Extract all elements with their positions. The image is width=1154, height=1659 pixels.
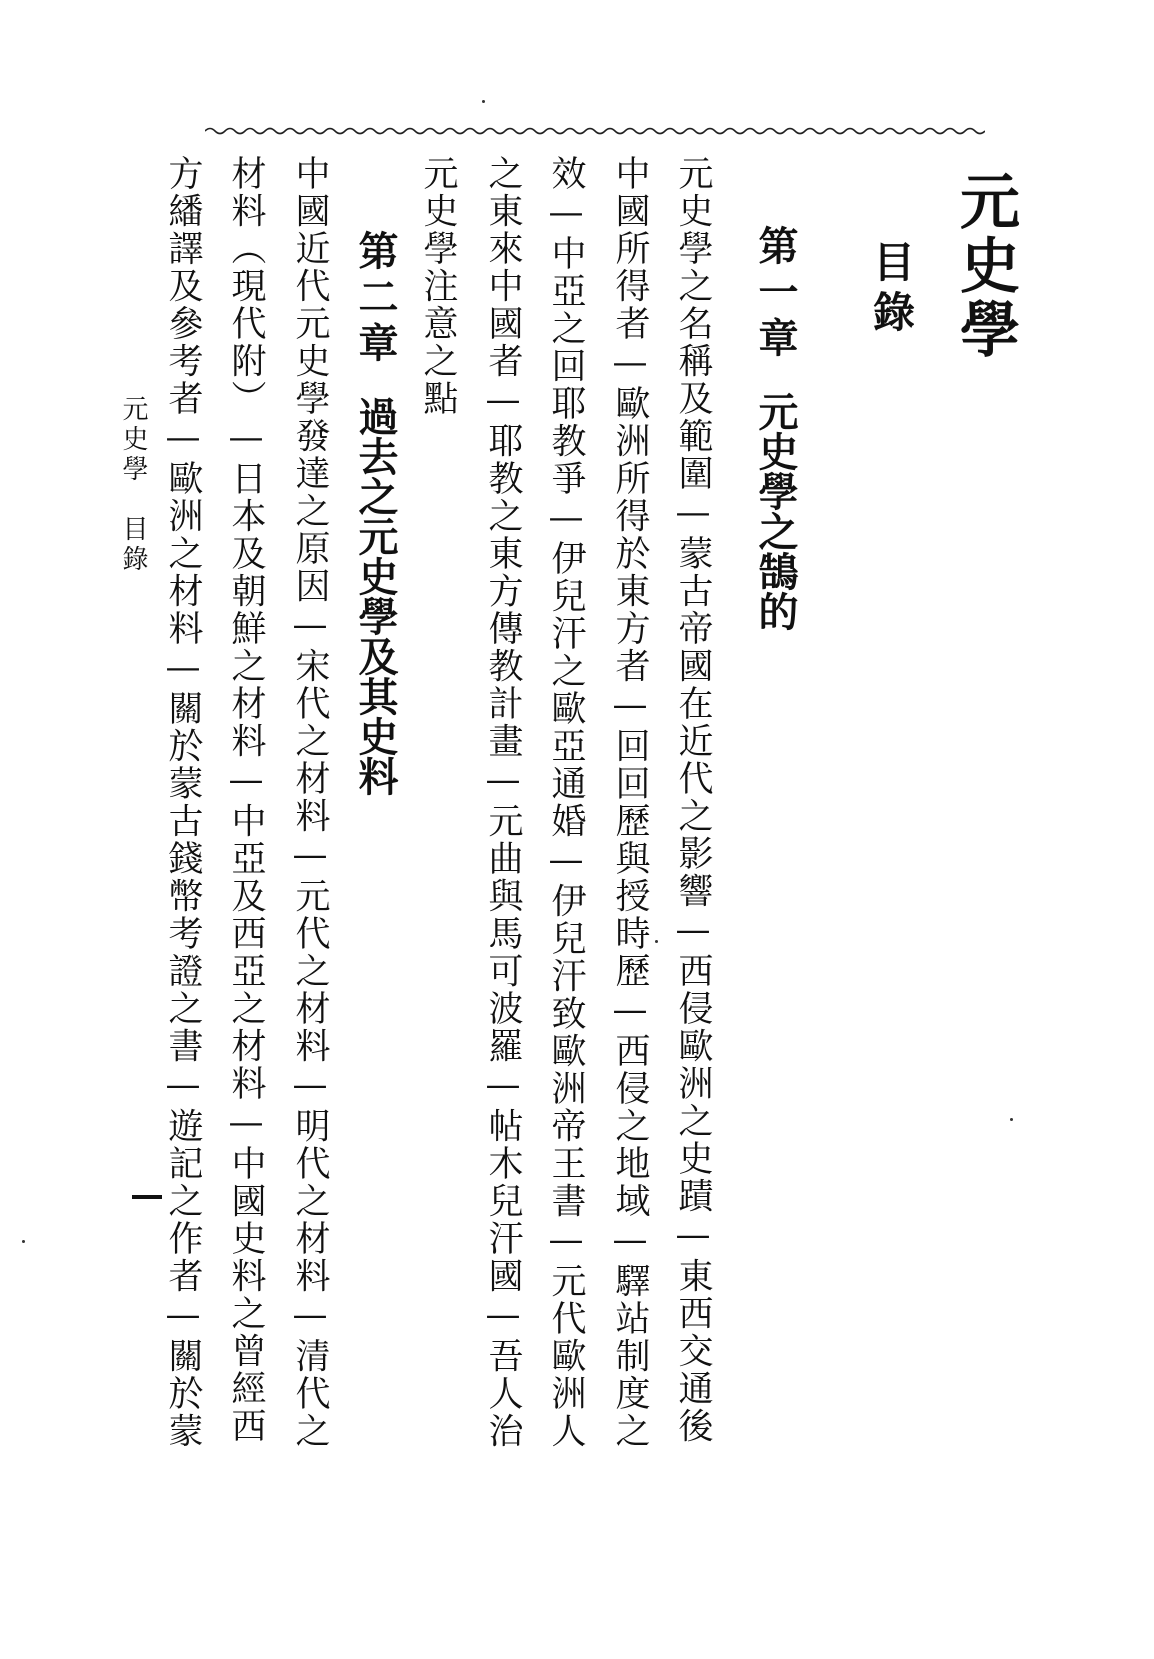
running-head: 元史學 目錄 xyxy=(118,395,148,575)
chapter-1-line-3: 效—中亞之回耶教爭—伊兒汗之歐亞通婚—伊兒汗致歐洲帝王書—元代歐洲人 xyxy=(546,155,586,1450)
scan-speck xyxy=(655,940,658,943)
chapter-2-number: 第二章 xyxy=(352,230,399,368)
chapter-2-line-1: 中國近代元史學發達之原因—宋代之材料—元代之材料—明代之材料—清代之 xyxy=(290,155,330,1450)
scan-speck xyxy=(1010,1118,1013,1121)
chapter-1-line-2: 中國所得者—歐洲所得於東方者—回回歷與授時歷—西侵之地域—驛站制度之 xyxy=(610,155,650,1450)
chapter-2-line-3: 方繙譯及參考者—歐洲之材料—關於蒙古錢幣考證之書—遊記之作者—關於蒙 xyxy=(163,155,203,1450)
page-number xyxy=(132,1195,162,1199)
wavy-top-rule xyxy=(205,126,985,136)
chapter-1-title: 元史學之鵠的 xyxy=(752,391,799,631)
scan-speck xyxy=(482,100,485,103)
book-title: 元史學 xyxy=(950,170,1020,362)
chapter-2-title: 過去之元史學及其史料 xyxy=(352,396,399,796)
chapter-2-line-2: 材料（現代附）—日本及朝鮮之材料—中亞及西亞之材料—中國史料之曾經西 xyxy=(226,155,266,1445)
chapter-1-number: 第一章 xyxy=(752,225,799,363)
chapter-1-line-4: 之東來中國者—耶教之東方傳教計畫—元曲與馬可波羅—帖木兒汗國—吾人治 xyxy=(483,155,523,1450)
chapter-2-heading xyxy=(352,230,399,796)
chapter-1-line-5: 元史學注意之點 xyxy=(418,155,458,418)
chapter-1-line-1: 元史學之名稱及範圍—蒙古帝國在近代之影響—西侵歐洲之史蹟—東西交通後 xyxy=(673,155,713,1445)
scan-speck xyxy=(22,1240,25,1243)
contents-heading: 目錄 xyxy=(867,240,916,340)
chapter-1-heading xyxy=(752,225,799,631)
